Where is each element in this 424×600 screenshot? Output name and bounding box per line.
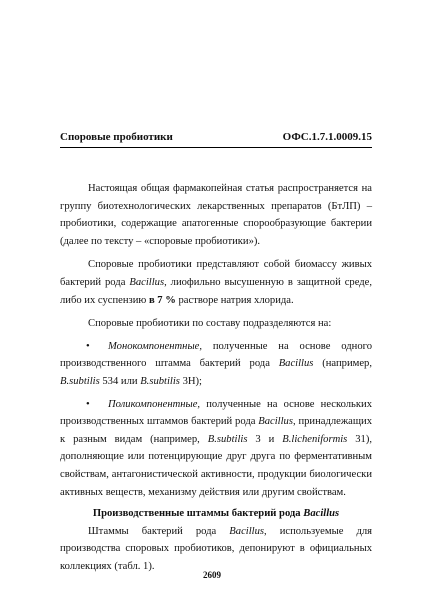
page-header [60,130,372,144]
bullet-icon: • [86,340,90,352]
header-divider [60,147,372,148]
genus-name: Bacillus [278,358,314,370]
item-text: 31), дополняющие или потенцирующие друг друга по ферментативным свойствам, антагонистической активности, продукции биологически активных веществ, механизму действия или другим свойствам. [60,433,372,498]
list-item-text [60,338,372,391]
strains-text-1: Штаммы бактерий рода [88,525,230,537]
item-text: (например, [313,358,372,370]
definition-text-1: Споровые пробиотики представляют собой биомассу живых бактерий рода [60,259,372,288]
list-item-polycomponent [60,396,372,502]
species-name: B.subtilis [207,433,248,445]
list-item-monocomponent [60,338,372,391]
list-item-text [60,396,372,502]
species-name: B.subtilis [60,375,100,387]
definition-text-2: , лиофильно высушенную в защитной среде, либо их суспензию [60,276,372,306]
section-heading [60,505,372,523]
item-text: 3 и [247,433,283,445]
page-number: 2609 [203,570,221,580]
definition-paragraph [60,256,372,309]
definition-text-3: растворе натрия хлорида. [175,294,294,306]
concentration-value: в 7 % [148,294,176,306]
bullet-icon: • [86,398,90,410]
genus-name: Bacillus [258,416,293,428]
intro-paragraph: Настоящая общая фармакопейная статья распространяется на группу биотехнологических лекарственных препаратов (БтЛП) – пробиотики, содержащие апатогенные спорообразующие бактерии (далее по тексту – «споровые пробиотики»). [60,183,372,247]
term-monocomponent: Монокомпонентные, [108,340,202,352]
genus-name: Bacillus [229,525,265,537]
item-text: 3Н); [179,375,203,387]
genus-name: Bacillus [129,276,165,288]
species-name: B.subtilis [140,375,180,387]
term-polycomponent: Поликомпонентные, [108,398,201,410]
item-text: полученные на основе одного производственного штамма бактерий рода [60,340,372,370]
strains-paragraph [60,523,372,576]
item-text: 534 или [99,375,141,387]
strains-text-2: , используемые для производства споровых пробиотиков, депонируют в официальных коллекциях (табл. 1). [60,525,372,572]
species-name: B.licheniformis [282,433,348,445]
classification-paragraph: Споровые пробиотики по составу подразделяются на: [88,318,332,330]
item-text: , принадлежащих к разным видам (например, [60,416,372,445]
article-code: ОФС.1.7.1.0009.15 [282,131,372,143]
article-body [60,180,372,575]
genus-name: Bacillus [303,508,340,520]
article-title: Споровые пробиотики [60,131,173,143]
item-text: полученные на основе нескольких производственных штаммов бактерий рода [60,398,372,428]
section-heading-text: Производственные штаммы бактерий рода [92,508,304,520]
